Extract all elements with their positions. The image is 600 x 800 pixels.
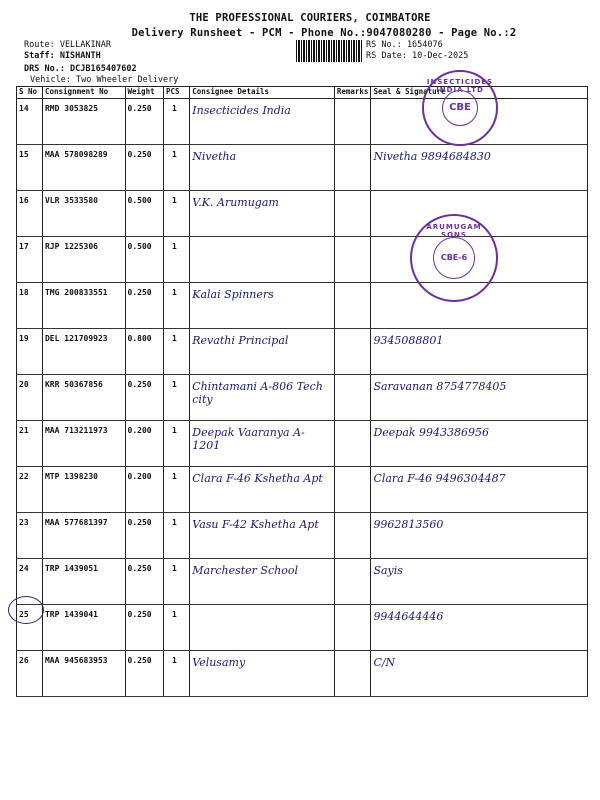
rs-date: RS Date: 10-Dec-2025 <box>366 51 469 61</box>
cell-remarks <box>334 237 371 283</box>
cell-consignment-no <box>42 191 125 237</box>
barcode-image <box>296 40 362 62</box>
cell-sno-text: 14 <box>19 104 29 113</box>
cell-weight <box>125 651 163 697</box>
cell-seal-signature-text: 9962813560 <box>373 518 444 531</box>
cell-consignment-no <box>42 99 125 145</box>
cell-consignment-no-text: MAA 577681397 <box>44 518 108 527</box>
cell-consignee-details <box>190 559 335 605</box>
cell-remarks <box>334 375 371 421</box>
cell-weight <box>125 513 163 559</box>
cell-consignee-details-text: Revathi Principal <box>192 334 289 347</box>
cell-consignment-no <box>42 237 125 283</box>
table-row <box>17 559 588 605</box>
table-body <box>17 99 588 697</box>
cell-seal-signature <box>371 513 588 559</box>
company-stamp-1 <box>422 70 498 146</box>
cell-consignee-details-text: Velusamy <box>192 656 246 669</box>
cell-consignment-no <box>42 467 125 513</box>
cell-pcs <box>163 467 189 513</box>
cell-sno <box>17 375 43 421</box>
cell-pcs <box>163 651 189 697</box>
table-header-row <box>17 87 588 99</box>
cell-pcs <box>163 237 189 283</box>
cell-pcs-text: 1 <box>171 656 177 665</box>
cell-weight <box>125 605 163 651</box>
cell-consignee-details <box>190 191 335 237</box>
route-line: Route: VELLAKINAR <box>24 40 111 50</box>
cell-remarks <box>334 99 371 145</box>
cell-consignee-details-text: V.K. Arumugam <box>192 196 279 209</box>
cell-consignment-no <box>42 421 125 467</box>
cell-sno-text: 19 <box>19 334 29 343</box>
cell-remarks <box>334 605 371 651</box>
cell-sno <box>17 329 43 375</box>
runsheet-table <box>16 86 588 697</box>
stamp-2-center-text: CBE-6 <box>433 237 475 279</box>
cell-pcs <box>163 99 189 145</box>
cell-pcs-text: 1 <box>171 610 177 619</box>
cell-remarks <box>334 145 371 191</box>
cell-pcs-text: 1 <box>171 380 177 389</box>
cell-consignment-no-text: TRP 1439051 <box>44 564 98 573</box>
cell-weight-text: 0.250 <box>127 380 152 389</box>
cell-remarks <box>334 651 371 697</box>
cell-weight <box>125 559 163 605</box>
cell-weight <box>125 421 163 467</box>
col-sno: S No <box>17 87 43 99</box>
cell-consignment-no <box>42 283 125 329</box>
cell-seal-signature <box>371 145 588 191</box>
cell-seal-signature <box>371 421 588 467</box>
col-remarks: Remarks <box>334 87 371 99</box>
cell-sno-text: 20 <box>19 380 29 389</box>
cell-sno <box>17 421 43 467</box>
cell-remarks <box>334 513 371 559</box>
cell-pcs <box>163 145 189 191</box>
cell-weight <box>125 329 163 375</box>
cell-weight <box>125 145 163 191</box>
col-weight: Weight <box>125 87 163 99</box>
col-pcs: PCS <box>163 87 189 99</box>
cell-consignee-details <box>190 237 335 283</box>
cell-seal-signature <box>371 559 588 605</box>
cell-sno-text: 15 <box>19 150 29 159</box>
cell-weight-text: 0.250 <box>127 564 152 573</box>
cell-sno-text: 24 <box>19 564 29 573</box>
cell-sno-text: 18 <box>19 288 29 297</box>
cell-seal-signature-text: 9345088801 <box>373 334 444 347</box>
cell-consignee-details-text: Insecticides India <box>192 104 291 117</box>
col-seal-signature: Seal & Signature <box>371 87 588 99</box>
cell-consignment-no-text: VLR 3533580 <box>44 196 98 205</box>
cell-consignee-details <box>190 99 335 145</box>
table-row <box>17 99 588 145</box>
table-row <box>17 329 588 375</box>
cell-remarks <box>334 283 371 329</box>
cell-sno-text: 16 <box>19 196 29 205</box>
cell-seal-signature-text: Sayis <box>373 564 403 577</box>
cell-consignment-no-text: MAA 713211973 <box>44 426 108 435</box>
cell-seal-signature-text: Deepak 9943386956 <box>373 426 490 439</box>
cell-weight-text: 0.500 <box>127 242 152 251</box>
drs-line: DRS No.: DCJB165407602 <box>24 64 137 74</box>
cell-pcs-text: 1 <box>171 472 177 481</box>
cell-pcs <box>163 421 189 467</box>
cell-weight-text: 0.800 <box>127 334 152 343</box>
cell-sno-text: 17 <box>19 242 29 251</box>
cell-weight <box>125 99 163 145</box>
cell-sno <box>17 513 43 559</box>
cell-remarks <box>334 191 371 237</box>
cell-weight <box>125 237 163 283</box>
cell-pcs <box>163 283 189 329</box>
cell-consignment-no-text: MAA 578098289 <box>44 150 108 159</box>
cell-weight-text: 0.250 <box>127 518 152 527</box>
cell-remarks <box>334 559 371 605</box>
cell-weight <box>125 283 163 329</box>
cell-pcs <box>163 375 189 421</box>
cell-weight-text: 0.500 <box>127 196 152 205</box>
cell-consignee-details <box>190 651 335 697</box>
cell-seal-signature-text: Saravanan 8754778405 <box>373 380 507 393</box>
vehicle-line: Vehicle: Two Wheeler Delivery <box>30 75 179 85</box>
cell-sno-text: 26 <box>19 656 29 665</box>
cell-seal-signature-text: Nivetha 9894684830 <box>373 150 491 163</box>
cell-seal-signature-text: C/N <box>373 656 396 669</box>
cell-consignment-no <box>42 559 125 605</box>
rs-number: RS No.: 1654076 <box>366 40 443 50</box>
cell-weight-text: 0.250 <box>127 656 152 665</box>
cell-consignee-details <box>190 145 335 191</box>
meta-right <box>366 40 468 62</box>
table-row <box>17 467 588 513</box>
col-consignee: Consignee Details <box>190 87 335 99</box>
cell-consignment-no-text: KRR 50367856 <box>44 380 103 389</box>
cell-sno <box>17 191 43 237</box>
cell-consignee-details-text: Deepak Vaaranya A-1201 <box>192 426 305 452</box>
cell-seal-signature <box>371 329 588 375</box>
cell-sno <box>17 651 43 697</box>
staff-line: Staff: NISHANTH <box>24 51 101 61</box>
table-row <box>17 145 588 191</box>
cell-consignee-details <box>190 375 335 421</box>
cell-weight-text: 0.200 <box>127 426 152 435</box>
cell-pcs <box>163 191 189 237</box>
cell-consignee-details <box>190 467 335 513</box>
cell-consignment-no-text: RMD 3053825 <box>44 104 98 113</box>
table-row <box>17 605 588 651</box>
cell-seal-signature <box>371 375 588 421</box>
cell-consignee-details <box>190 513 335 559</box>
cell-consignee-details <box>190 283 335 329</box>
table-row <box>17 191 588 237</box>
cell-pcs-text: 1 <box>171 288 177 297</box>
table-row <box>17 283 588 329</box>
cell-pcs-text: 1 <box>171 564 177 573</box>
cell-pcs <box>163 559 189 605</box>
cell-seal-signature <box>371 651 588 697</box>
cell-consignee-details-text: Kalai Spinners <box>192 288 274 301</box>
cell-consignee-details-text: Nivetha <box>192 150 237 163</box>
cell-pcs <box>163 329 189 375</box>
cell-consignment-no-text: TMG 200833551 <box>44 288 108 297</box>
cell-consignment-no-text: MTP 1398230 <box>44 472 98 481</box>
document-subtitle: Delivery Runsheet - PCM - Phone No.:9047080280 - Page No.:2 <box>131 27 517 39</box>
cell-pcs <box>163 605 189 651</box>
cell-weight <box>125 191 163 237</box>
cell-sno <box>17 283 43 329</box>
cell-seal-signature-text: 9944644446 <box>373 610 444 623</box>
cell-consignment-no <box>42 605 125 651</box>
cell-consignment-no <box>42 375 125 421</box>
table-row <box>17 513 588 559</box>
cell-pcs-text: 1 <box>171 150 177 159</box>
cell-pcs-text: 1 <box>171 518 177 527</box>
cell-consignment-no-text: TRP 1439041 <box>44 610 98 619</box>
document-title: THE PROFESSIONAL COURIERS, COIMBATORE <box>189 12 431 24</box>
company-stamp-2 <box>410 214 498 302</box>
cell-seal-signature <box>371 605 588 651</box>
cell-sno-text: 23 <box>19 518 29 527</box>
row-26-circle-mark <box>8 596 44 624</box>
cell-sno-text: 25 <box>19 610 29 619</box>
cell-weight-text: 0.250 <box>127 104 152 113</box>
table-row <box>17 421 588 467</box>
meta-left <box>24 40 178 86</box>
cell-sno <box>17 237 43 283</box>
cell-pcs-text: 1 <box>171 426 177 435</box>
stamp-2-ring-text: ARUMUGAM SONS <box>426 223 482 239</box>
stamp-1-ring-text: INSECTICIDES INDIA LTD <box>426 78 494 94</box>
cell-weight-text: 0.250 <box>127 288 152 297</box>
cell-sno-text: 21 <box>19 426 29 435</box>
cell-consignment-no <box>42 329 125 375</box>
cell-weight <box>125 467 163 513</box>
cell-seal-signature-text: Clara F-46 9496304487 <box>373 472 506 485</box>
cell-consignment-no-text: MAA 945683953 <box>44 656 108 665</box>
cell-pcs-text: 1 <box>171 334 177 343</box>
cell-consignee-details-text: Clara F-46 Kshetha Apt <box>192 472 323 485</box>
cell-weight-text: 0.200 <box>127 472 152 481</box>
cell-remarks <box>334 329 371 375</box>
cell-weight <box>125 375 163 421</box>
cell-pcs-text: 1 <box>171 104 177 113</box>
cell-consignee-details <box>190 605 335 651</box>
cell-sno <box>17 467 43 513</box>
table-row <box>17 375 588 421</box>
cell-consignment-no-text: RJP 1225306 <box>44 242 98 251</box>
cell-consignment-no <box>42 651 125 697</box>
stamp-1-center-text: CBE <box>442 90 478 126</box>
cell-consignee-details-text: Vasu F-42 Kshetha Apt <box>192 518 319 531</box>
cell-remarks <box>334 421 371 467</box>
cell-pcs-text: 1 <box>171 196 177 205</box>
cell-consignee-details-text: Chintamani A-806 Tech city <box>192 380 323 406</box>
cell-consignee-details-text: Marchester School <box>192 564 298 577</box>
table-row <box>17 237 588 283</box>
cell-pcs <box>163 513 189 559</box>
table-row <box>17 651 588 697</box>
cell-sno-text: 22 <box>19 472 29 481</box>
cell-consignment-no <box>42 513 125 559</box>
cell-weight-text: 0.250 <box>127 150 152 159</box>
cell-consignment-no <box>42 145 125 191</box>
cell-weight-text: 0.250 <box>127 610 152 619</box>
cell-consignee-details <box>190 329 335 375</box>
cell-consignment-no-text: DEL 121709923 <box>44 334 108 343</box>
col-consignment: Consignment No <box>42 87 125 99</box>
cell-sno <box>17 99 43 145</box>
cell-remarks <box>334 467 371 513</box>
cell-pcs-text: 1 <box>171 242 177 251</box>
cell-sno <box>17 145 43 191</box>
cell-seal-signature <box>371 467 588 513</box>
cell-consignee-details <box>190 421 335 467</box>
